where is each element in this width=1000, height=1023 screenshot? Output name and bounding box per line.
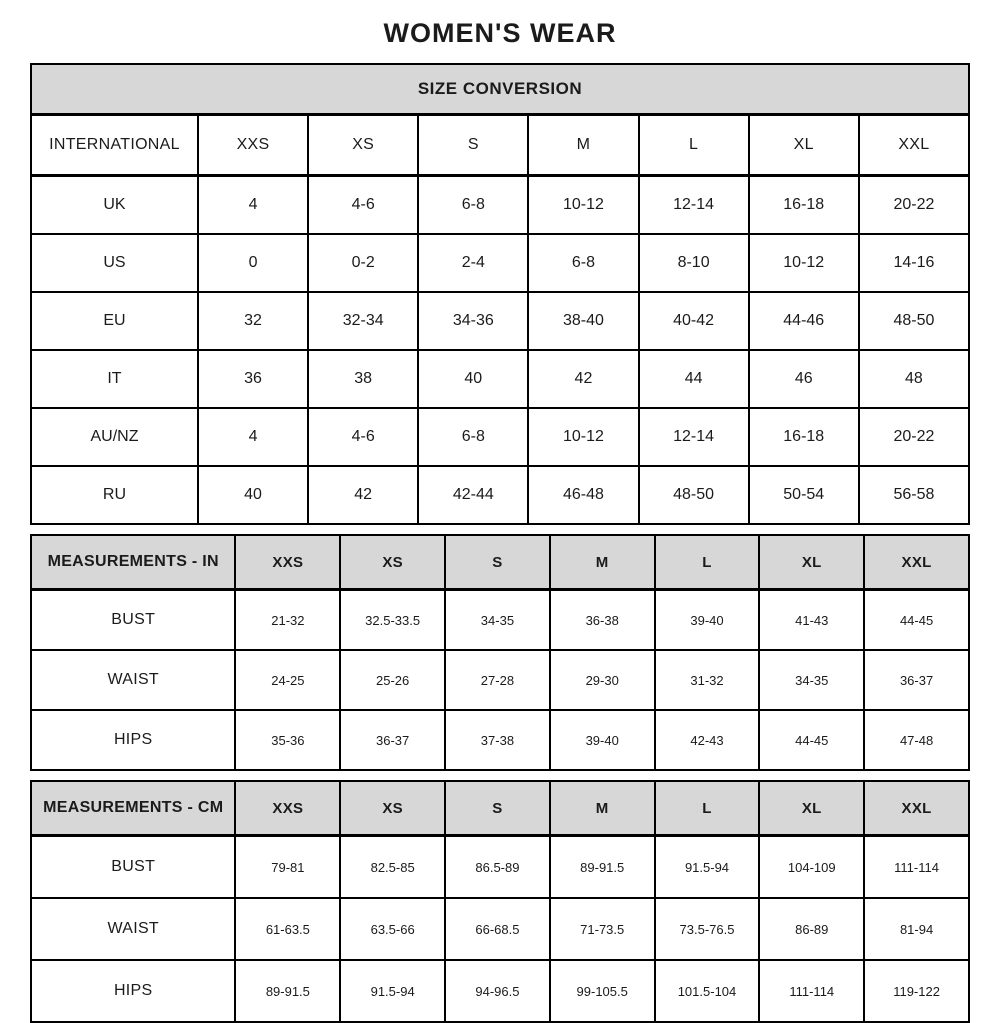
column-header: XL — [759, 535, 864, 590]
value-cell: 104-109 — [759, 836, 864, 899]
value-cell: 42 — [528, 350, 638, 408]
value-cell: 6-8 — [528, 234, 638, 292]
value-cell: 86.5-89 — [445, 836, 550, 899]
value-cell: 29-30 — [550, 650, 655, 710]
measurements-cm-table — [30, 780, 970, 1023]
row-label: WAIST — [31, 898, 235, 960]
value-cell: 36-37 — [864, 650, 969, 710]
table-row — [31, 836, 969, 899]
row-label: IT — [31, 350, 198, 408]
value-cell: 101.5-104 — [655, 960, 760, 1022]
value-cell: 42-43 — [655, 710, 760, 770]
table-row — [31, 650, 969, 710]
value-cell: 39-40 — [655, 590, 760, 651]
value-cell: 16-18 — [749, 176, 859, 235]
value-cell: 37-38 — [445, 710, 550, 770]
row-label: HIPS — [31, 960, 235, 1022]
value-cell: 24-25 — [235, 650, 340, 710]
column-header: M — [528, 115, 638, 176]
value-cell: 46 — [749, 350, 859, 408]
page-title: WOMEN'S WEAR — [383, 18, 617, 48]
column-header: XS — [340, 535, 445, 590]
table-caption: SIZE CONVERSION — [31, 64, 969, 115]
column-header: XXS — [235, 781, 340, 836]
value-cell: 0 — [198, 234, 308, 292]
value-cell: 63.5-66 — [340, 898, 445, 960]
value-cell: 39-40 — [550, 710, 655, 770]
value-cell: 36 — [198, 350, 308, 408]
value-cell: 2-4 — [418, 234, 528, 292]
value-cell: 44-46 — [749, 292, 859, 350]
value-cell: 4 — [198, 176, 308, 235]
row-label: WAIST — [31, 650, 235, 710]
value-cell: 25-26 — [340, 650, 445, 710]
table-row — [31, 292, 969, 350]
value-cell: 4-6 — [308, 408, 418, 466]
value-cell: 111-114 — [864, 836, 969, 899]
row-label: HIPS — [31, 710, 235, 770]
table-row — [31, 590, 969, 651]
column-header: XL — [759, 781, 864, 836]
value-cell: 48-50 — [639, 466, 749, 524]
table-row — [31, 408, 969, 466]
column-header: M — [550, 535, 655, 590]
value-cell: 20-22 — [859, 408, 969, 466]
table-body — [31, 836, 969, 1023]
value-cell: 46-48 — [528, 466, 638, 524]
value-cell: 79-81 — [235, 836, 340, 899]
column-header: S — [445, 535, 550, 590]
value-cell: 38-40 — [528, 292, 638, 350]
row-label: UK — [31, 176, 198, 235]
value-cell: 40-42 — [639, 292, 749, 350]
value-cell: 91.5-94 — [655, 836, 760, 899]
value-cell: 111-114 — [759, 960, 864, 1022]
value-cell: 36-38 — [550, 590, 655, 651]
column-header: M — [550, 781, 655, 836]
value-cell: 44-45 — [864, 590, 969, 651]
column-header: XXL — [864, 781, 969, 836]
value-cell: 16-18 — [749, 408, 859, 466]
value-cell: 71-73.5 — [550, 898, 655, 960]
column-header-row — [31, 781, 969, 836]
value-cell: 31-32 — [655, 650, 760, 710]
size-conversion-table — [30, 63, 970, 525]
column-header: S — [418, 115, 528, 176]
value-cell: 40 — [418, 350, 528, 408]
value-cell: 48 — [859, 350, 969, 408]
value-cell: 40 — [198, 466, 308, 524]
value-cell: 12-14 — [639, 176, 749, 235]
value-cell: 61-63.5 — [235, 898, 340, 960]
value-cell: 10-12 — [528, 408, 638, 466]
table-title: MEASUREMENTS - CM — [31, 781, 235, 836]
value-cell: 81-94 — [864, 898, 969, 960]
column-header-row — [31, 535, 969, 590]
row-label: EU — [31, 292, 198, 350]
value-cell: 6-8 — [418, 176, 528, 235]
column-header: L — [655, 781, 760, 836]
value-cell: 47-48 — [864, 710, 969, 770]
value-cell: 42 — [308, 466, 418, 524]
value-cell: 66-68.5 — [445, 898, 550, 960]
value-cell: 14-16 — [859, 234, 969, 292]
row-label: BUST — [31, 590, 235, 651]
value-cell: 82.5-85 — [340, 836, 445, 899]
column-header-row — [31, 115, 969, 176]
column-header: XL — [749, 115, 859, 176]
column-header: XXS — [235, 535, 340, 590]
value-cell: 42-44 — [418, 466, 528, 524]
measurements-in-table — [30, 534, 970, 771]
value-cell: 44 — [639, 350, 749, 408]
value-cell: 44-45 — [759, 710, 864, 770]
row-label: AU/NZ — [31, 408, 198, 466]
value-cell: 6-8 — [418, 408, 528, 466]
value-cell: 20-22 — [859, 176, 969, 235]
row-label: RU — [31, 466, 198, 524]
value-cell: 73.5-76.5 — [655, 898, 760, 960]
table-row — [31, 350, 969, 408]
table-body — [31, 590, 969, 771]
value-cell: 36-37 — [340, 710, 445, 770]
table-row — [31, 176, 969, 235]
column-header: L — [639, 115, 749, 176]
value-cell: 0-2 — [308, 234, 418, 292]
value-cell: 89-91.5 — [550, 836, 655, 899]
table-row — [31, 466, 969, 524]
value-cell: 32 — [198, 292, 308, 350]
value-cell: 56-58 — [859, 466, 969, 524]
table-row — [31, 710, 969, 770]
value-cell: 38 — [308, 350, 418, 408]
column-header: XS — [340, 781, 445, 836]
value-cell: 35-36 — [235, 710, 340, 770]
value-cell: 27-28 — [445, 650, 550, 710]
value-cell: 89-91.5 — [235, 960, 340, 1022]
column-header: INTERNATIONAL — [31, 115, 198, 176]
value-cell: 99-105.5 — [550, 960, 655, 1022]
value-cell: 4-6 — [308, 176, 418, 235]
value-cell: 34-36 — [418, 292, 528, 350]
value-cell: 50-54 — [749, 466, 859, 524]
table-caption-row — [31, 64, 969, 115]
value-cell: 86-89 — [759, 898, 864, 960]
table-row — [31, 234, 969, 292]
column-header: S — [445, 781, 550, 836]
table-row — [31, 960, 969, 1022]
column-header: XXL — [864, 535, 969, 590]
value-cell: 32.5-33.5 — [340, 590, 445, 651]
value-cell: 12-14 — [639, 408, 749, 466]
row-label: US — [31, 234, 198, 292]
column-header: L — [655, 535, 760, 590]
column-header: XXS — [198, 115, 308, 176]
value-cell: 41-43 — [759, 590, 864, 651]
value-cell: 32-34 — [308, 292, 418, 350]
value-cell: 10-12 — [528, 176, 638, 235]
value-cell: 34-35 — [759, 650, 864, 710]
value-cell: 21-32 — [235, 590, 340, 651]
value-cell: 119-122 — [864, 960, 969, 1022]
value-cell: 94-96.5 — [445, 960, 550, 1022]
value-cell: 8-10 — [639, 234, 749, 292]
table-title: MEASUREMENTS - IN — [31, 535, 235, 590]
table-body — [31, 176, 969, 525]
column-header: XXL — [859, 115, 969, 176]
value-cell: 91.5-94 — [340, 960, 445, 1022]
value-cell: 34-35 — [445, 590, 550, 651]
row-label: BUST — [31, 836, 235, 899]
value-cell: 10-12 — [749, 234, 859, 292]
column-header: XS — [308, 115, 418, 176]
value-cell: 48-50 — [859, 292, 969, 350]
table-row — [31, 898, 969, 960]
value-cell: 4 — [198, 408, 308, 466]
